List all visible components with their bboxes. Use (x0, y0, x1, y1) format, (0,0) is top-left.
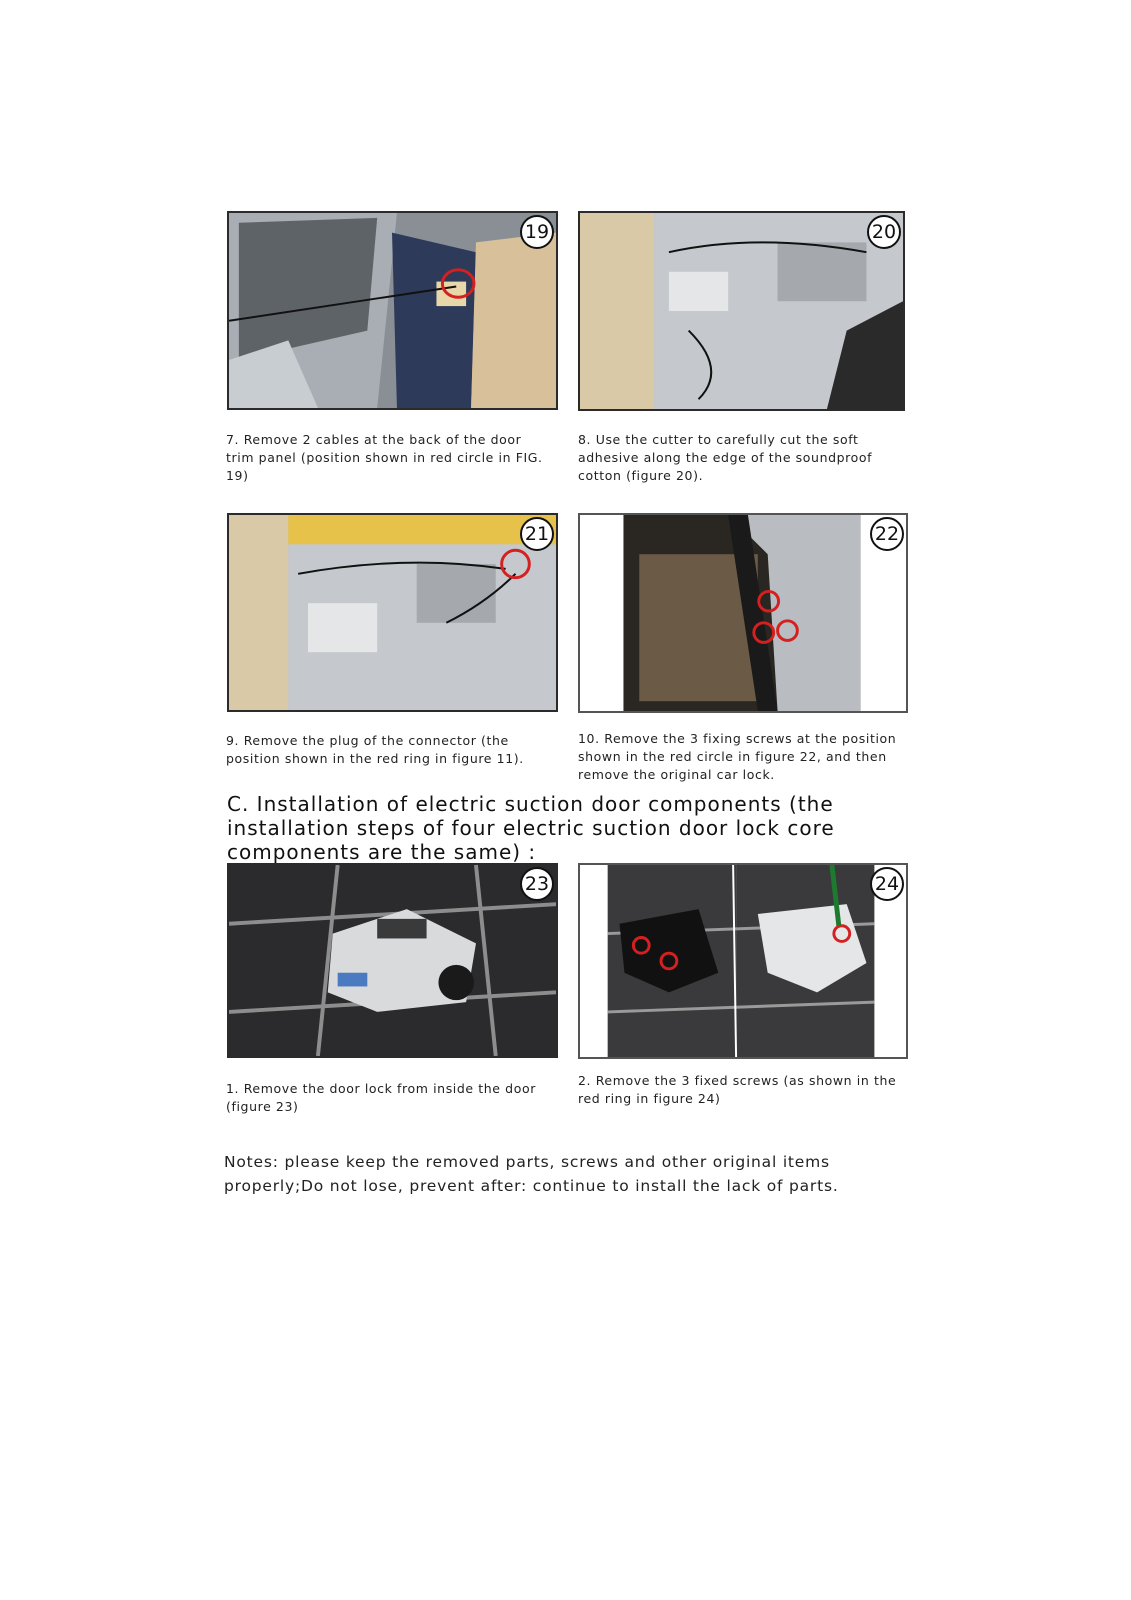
figure-22-number-badge: 22 (870, 517, 904, 551)
figure-20 (578, 211, 905, 411)
caption-step-9: 9. Remove the plug of the connector (the position shown in the red ring in figure 11). (226, 733, 524, 766)
figure-21-number-badge: 21 (520, 517, 554, 551)
figure-23 (227, 863, 558, 1058)
figure-24 (578, 863, 908, 1059)
figure-21 (227, 513, 558, 712)
notes-text: Notes: please keep the removed parts, screws and other original items properly;Do not lose, prevent after: continue to install the lack of parts. (224, 1153, 839, 1195)
figure-19-photo (229, 213, 556, 408)
figure-22 (578, 513, 908, 713)
figure-20-number-badge: 20 (867, 215, 901, 249)
figure-24-photo (580, 865, 906, 1057)
section-title: C. Installation of electric suction door components (the installation steps of four electric suction door lock core components are the same) : (227, 792, 835, 864)
figure-19 (227, 211, 558, 410)
caption-install-step-2: 2. Remove the 3 fixed screws (as shown in the red ring in figure 24) (578, 1073, 897, 1106)
figure-19-number-badge: 19 (520, 215, 554, 249)
figure-22-photo (580, 515, 906, 711)
caption-install-step-1: 1. Remove the door lock from inside the door (figure 23) (226, 1081, 536, 1114)
caption-step-10: 10. Remove the 3 fixing screws at the position shown in the red circle in figure 22, and then remove the original car lock. (578, 731, 897, 782)
figure-20-photo (580, 213, 903, 409)
figure-23-photo (229, 865, 556, 1056)
caption-step-7: 7. Remove 2 cables at the back of the door trim panel (position shown in red circle in FIG. 19) (226, 432, 543, 483)
figure-23-number-badge: 23 (520, 867, 554, 901)
figure-21-photo (229, 515, 556, 710)
figure-24-number-badge: 24 (870, 867, 904, 901)
caption-step-8: 8. Use the cutter to carefully cut the soft adhesive along the edge of the soundproof cotton (figure 20). (578, 432, 873, 483)
